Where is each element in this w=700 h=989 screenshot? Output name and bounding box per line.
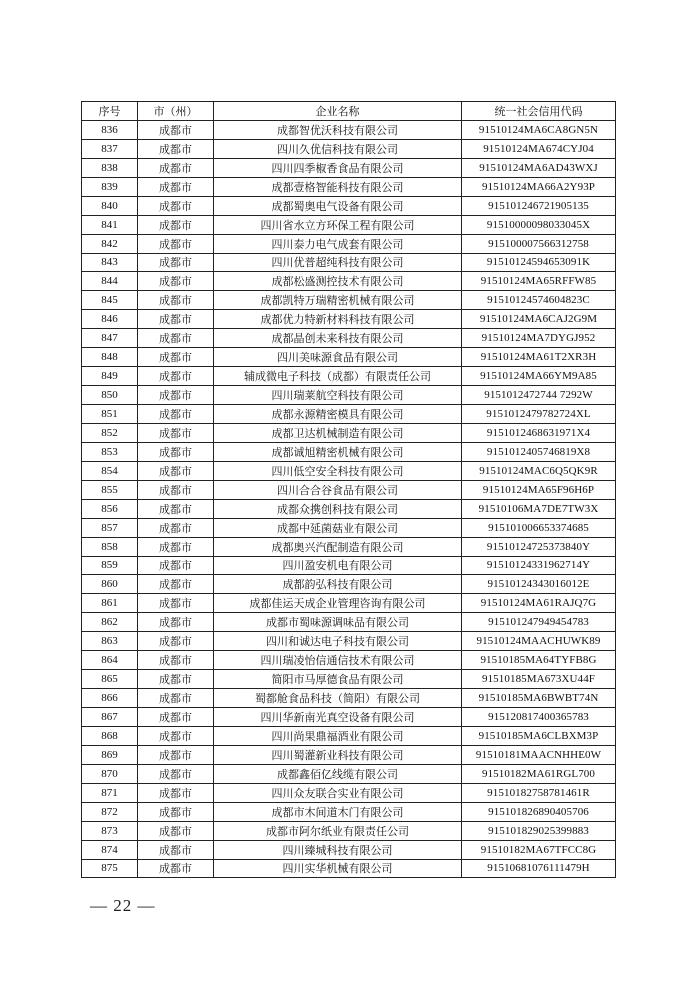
row-company-name: 四川和诚达电子科技有限公司 (214, 632, 462, 651)
row-credit-code: 91510182758781461R (462, 783, 616, 802)
row-company-name: 成都卫达机械制造有限公司 (214, 423, 462, 442)
row-city: 成都市 (138, 442, 214, 461)
row-credit-code: 91510681076111479H (462, 859, 616, 878)
row-index: 871 (82, 783, 138, 802)
row-city: 成都市 (138, 177, 214, 196)
row-city: 成都市 (138, 651, 214, 670)
table-row (82, 234, 616, 253)
table-row (82, 272, 616, 291)
row-company-name: 四川尚果鼎福酒业有限公司 (214, 726, 462, 745)
row-company-name: 四川久优信科技有限公司 (214, 139, 462, 158)
table-row (82, 423, 616, 442)
row-index: 856 (82, 499, 138, 518)
row-city: 成都市 (138, 670, 214, 689)
row-company-name: 成都松盛测控技术有限公司 (214, 272, 462, 291)
table-row (82, 632, 616, 651)
row-city: 成都市 (138, 158, 214, 177)
row-city: 成都市 (138, 272, 214, 291)
row-city: 成都市 (138, 632, 214, 651)
table-row (82, 840, 616, 859)
row-credit-code: 9151012472744 7292W (462, 386, 616, 405)
row-index: 848 (82, 348, 138, 367)
row-index: 858 (82, 537, 138, 556)
row-index: 863 (82, 632, 138, 651)
row-company-name: 成都奥兴汽配制造有限公司 (214, 537, 462, 556)
row-company-name: 四川优普超纯科技有限公司 (214, 253, 462, 272)
row-city: 成都市 (138, 708, 214, 727)
row-company-name: 四川瑞凌怡信通信技术有限公司 (214, 651, 462, 670)
row-company-name: 成都众携创科技有限公司 (214, 499, 462, 518)
table-row (82, 480, 616, 499)
row-credit-code: 9151012405746819X8 (462, 442, 616, 461)
row-index: 853 (82, 442, 138, 461)
row-city: 成都市 (138, 764, 214, 783)
row-company-name: 四川瑞莱航空科技有限公司 (214, 386, 462, 405)
row-city: 成都市 (138, 575, 214, 594)
row-city: 成都市 (138, 423, 214, 442)
row-city: 成都市 (138, 802, 214, 821)
row-company-name: 蜀都舱食品科技（简阳）有限公司 (214, 689, 462, 708)
table-row (82, 594, 616, 613)
row-city: 成都市 (138, 461, 214, 480)
table-row (82, 120, 616, 139)
row-credit-code: 9151012479782724XL (462, 405, 616, 424)
row-company-name: 成都鑫佰亿线缆有限公司 (214, 764, 462, 783)
table-row (82, 518, 616, 537)
row-company-name: 四川臻城科技有限公司 (214, 840, 462, 859)
table-row (82, 310, 616, 329)
row-city: 成都市 (138, 253, 214, 272)
row-city: 成都市 (138, 386, 214, 405)
row-credit-code: 91510185MA673XU44F (462, 670, 616, 689)
table-row (82, 405, 616, 424)
table-header-row (82, 102, 616, 121)
row-city: 成都市 (138, 556, 214, 575)
table-row (82, 689, 616, 708)
row-index: 845 (82, 291, 138, 310)
row-credit-code: 91510124MA65RFFW85 (462, 272, 616, 291)
row-company-name: 四川蜀灌新业科技有限公司 (214, 745, 462, 764)
row-credit-code: 915101246721905135 (462, 196, 616, 215)
row-city: 成都市 (138, 367, 214, 386)
row-company-name: 成都优力特新材料科技有限公司 (214, 310, 462, 329)
row-city: 成都市 (138, 840, 214, 859)
row-company-name: 四川美味源食品有限公司 (214, 348, 462, 367)
row-index: 857 (82, 518, 138, 537)
row-city: 成都市 (138, 348, 214, 367)
row-credit-code: 91510124MA6CA8GN5N (462, 120, 616, 139)
row-index: 875 (82, 859, 138, 878)
row-city: 成都市 (138, 480, 214, 499)
row-city: 成都市 (138, 120, 214, 139)
row-city: 成都市 (138, 745, 214, 764)
row-index: 860 (82, 575, 138, 594)
row-index: 846 (82, 310, 138, 329)
row-company-name: 成都市阿尔纸业有限责任公司 (214, 821, 462, 840)
row-index: 837 (82, 139, 138, 158)
row-index: 867 (82, 708, 138, 727)
row-index: 838 (82, 158, 138, 177)
enterprise-table (81, 101, 616, 878)
row-company-name: 成都永源精密模具有限公司 (214, 405, 462, 424)
row-company-name: 简阳市马厚德食品有限公司 (214, 670, 462, 689)
table-row (82, 461, 616, 480)
row-company-name: 四川低空安全科技有限公司 (214, 461, 462, 480)
row-city: 成都市 (138, 196, 214, 215)
row-credit-code: 91510185MA64TYFB8G (462, 651, 616, 670)
row-credit-code: 91510000098033045X (462, 215, 616, 234)
row-city: 成都市 (138, 613, 214, 632)
header-credit-code: 统一社会信用代码 (462, 102, 616, 121)
row-index: 864 (82, 651, 138, 670)
row-company-name: 四川泰力电气成套有限公司 (214, 234, 462, 253)
row-index: 868 (82, 726, 138, 745)
row-city: 成都市 (138, 499, 214, 518)
table-row (82, 745, 616, 764)
row-index: 842 (82, 234, 138, 253)
table-row (82, 764, 616, 783)
row-index: 836 (82, 120, 138, 139)
row-credit-code: 91510124MA66YM9A85 (462, 367, 616, 386)
header-index: 序号 (82, 102, 138, 121)
row-company-name: 成都诚旭精密机械有限公司 (214, 442, 462, 461)
row-credit-code: 91510182MA61RGL700 (462, 764, 616, 783)
row-city: 成都市 (138, 329, 214, 348)
row-index: 840 (82, 196, 138, 215)
table-row (82, 821, 616, 840)
row-index: 862 (82, 613, 138, 632)
table-row (82, 537, 616, 556)
row-credit-code: 91510124MA7DYGJ952 (462, 329, 616, 348)
row-index: 874 (82, 840, 138, 859)
row-company-name: 成都晶创未来科技有限公司 (214, 329, 462, 348)
row-index: 872 (82, 802, 138, 821)
row-credit-code: 91510185MA6CLBXM3P (462, 726, 616, 745)
table-row (82, 253, 616, 272)
row-index: 861 (82, 594, 138, 613)
row-company-name: 四川实华机械有限公司 (214, 859, 462, 878)
row-credit-code: 91510124MA66A2Y93P (462, 177, 616, 196)
row-city: 成都市 (138, 518, 214, 537)
row-credit-code: 91510124574604823C (462, 291, 616, 310)
row-credit-code: 91510106MA7DE7TW3X (462, 499, 616, 518)
row-index: 865 (82, 670, 138, 689)
row-city: 成都市 (138, 821, 214, 840)
table-row (82, 499, 616, 518)
row-credit-code: 91510124343016012E (462, 575, 616, 594)
row-company-name: 四川众友联合实业有限公司 (214, 783, 462, 802)
row-city: 成都市 (138, 689, 214, 708)
row-credit-code: 91510185MA6BWBT74N (462, 689, 616, 708)
table-row (82, 802, 616, 821)
row-company-name: 辅成微电子科技（成都）有限责任公司 (214, 367, 462, 386)
header-city: 市（州） (138, 102, 214, 121)
row-index: 839 (82, 177, 138, 196)
table-row (82, 859, 616, 878)
table-row (82, 291, 616, 310)
row-company-name: 四川盈安机电有限公司 (214, 556, 462, 575)
table-row (82, 613, 616, 632)
table-row (82, 329, 616, 348)
row-company-name: 成都蜀奥电气设备有限公司 (214, 196, 462, 215)
row-city: 成都市 (138, 310, 214, 329)
row-city: 成都市 (138, 139, 214, 158)
row-company-name: 成都智优沃科技有限公司 (214, 120, 462, 139)
row-index: 847 (82, 329, 138, 348)
row-company-name: 成都壹格智能科技有限公司 (214, 177, 462, 196)
row-credit-code: 91510181MAACNHHE0W (462, 745, 616, 764)
row-credit-code: 91510124MA6AD43WXJ (462, 158, 616, 177)
table-row (82, 708, 616, 727)
table-row (82, 158, 616, 177)
row-credit-code: 91510124MA6CAJ2G9M (462, 310, 616, 329)
row-index: 870 (82, 764, 138, 783)
row-city: 成都市 (138, 859, 214, 878)
row-index: 859 (82, 556, 138, 575)
table-row (82, 556, 616, 575)
row-credit-code: 91510124594653091K (462, 253, 616, 272)
row-credit-code: 91510124MA674CYJ04 (462, 139, 616, 158)
table-row (82, 442, 616, 461)
row-city: 成都市 (138, 291, 214, 310)
row-company-name: 成都中延菌菇业有限公司 (214, 518, 462, 537)
table-row (82, 651, 616, 670)
row-index: 851 (82, 405, 138, 424)
table-row (82, 177, 616, 196)
row-city: 成都市 (138, 726, 214, 745)
table-row (82, 215, 616, 234)
table-row (82, 367, 616, 386)
row-index: 866 (82, 689, 138, 708)
row-credit-code: 91510124MA65F96H6P (462, 480, 616, 499)
table-row (82, 726, 616, 745)
header-company-name: 企业名称 (214, 102, 462, 121)
row-credit-code: 915100007566312758 (462, 234, 616, 253)
table-row (82, 196, 616, 215)
row-credit-code: 915101247949454783 (462, 613, 616, 632)
table-row (82, 670, 616, 689)
row-credit-code: 91510124MAC6Q5QK9R (462, 461, 616, 480)
row-credit-code: 915101829025399883 (462, 821, 616, 840)
table-row (82, 348, 616, 367)
page-number: — 22 — (90, 896, 156, 915)
row-city: 成都市 (138, 405, 214, 424)
row-credit-code: 9151012468631971X4 (462, 423, 616, 442)
row-credit-code: 91510124331962714Y (462, 556, 616, 575)
row-index: 869 (82, 745, 138, 764)
row-index: 855 (82, 480, 138, 499)
row-index: 850 (82, 386, 138, 405)
row-company-name: 成都市蜀味源调味品有限公司 (214, 613, 462, 632)
row-company-name: 成都韵弘科技有限公司 (214, 575, 462, 594)
row-company-name: 四川华新南光真空设备有限公司 (214, 708, 462, 727)
row-company-name: 四川四季椒香食品有限公司 (214, 158, 462, 177)
table-row (82, 783, 616, 802)
row-city: 成都市 (138, 594, 214, 613)
row-credit-code: 91510124MAACHUWK89 (462, 632, 616, 651)
row-city: 成都市 (138, 783, 214, 802)
row-index: 854 (82, 461, 138, 480)
row-company-name: 成都市木间道木门有限公司 (214, 802, 462, 821)
row-city: 成都市 (138, 215, 214, 234)
row-credit-code: 915101826890405706 (462, 802, 616, 821)
row-index: 841 (82, 215, 138, 234)
row-credit-code: 915101006653374685 (462, 518, 616, 537)
table-row (82, 139, 616, 158)
row-index: 873 (82, 821, 138, 840)
table-row (82, 575, 616, 594)
row-index: 849 (82, 367, 138, 386)
row-index: 852 (82, 423, 138, 442)
row-credit-code: 91510124MA61T2XR3H (462, 348, 616, 367)
row-credit-code: 91510124MA61RAJQ7G (462, 594, 616, 613)
table-row (82, 386, 616, 405)
row-company-name: 成都凯特万瑞精密机械有限公司 (214, 291, 462, 310)
row-index: 843 (82, 253, 138, 272)
row-index: 844 (82, 272, 138, 291)
row-credit-code: 91510124725373840Y (462, 537, 616, 556)
row-city: 成都市 (138, 537, 214, 556)
row-credit-code: 915120817400365783 (462, 708, 616, 727)
row-company-name: 成都佳运天成企业管理咨询有限公司 (214, 594, 462, 613)
row-credit-code: 91510182MA67TFCC8G (462, 840, 616, 859)
row-city: 成都市 (138, 234, 214, 253)
row-company-name: 四川合合谷食品有限公司 (214, 480, 462, 499)
row-company-name: 四川省水立方环保工程有限公司 (214, 215, 462, 234)
